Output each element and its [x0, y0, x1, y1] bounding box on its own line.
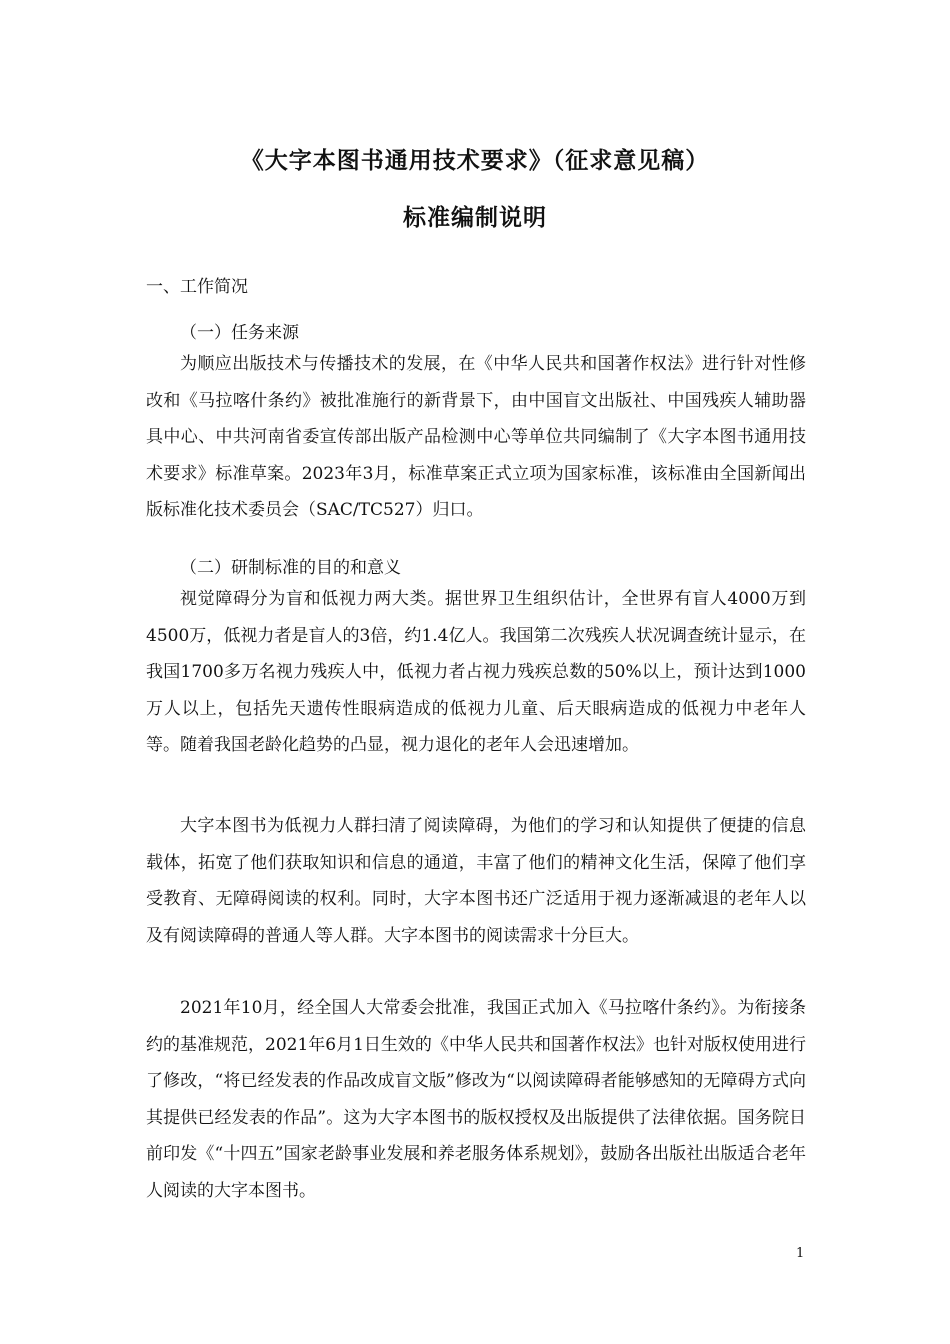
page-number: 1: [796, 1246, 805, 1261]
subsection-heading-task-source: （一）任务来源: [180, 323, 299, 343]
paragraph-visual-impairment: 视觉障碍分为盲和低视力两大类。据世界卫生组织估计，全世界有盲人4000万到4500万，低视力者是盲人的3倍，约1.4亿人。我国第二次残疾人状况调查统计显示，在我国1700多万名视力残疾人中，低视力者占视力残疾总数的50%以上，预计达到1000万人以上，包括先天遗传性眼病造成的低视力儿童、后天眼病造成的低视力中老年人等。随着我国老龄化趋势的凸显，视力退化的老年人会迅速增加。: [146, 589, 806, 755]
paragraph-task-source: 为顺应出版技术与传播技术的发展，在《中华人民共和国著作权法》进行针对性修改和《马拉喀什条约》被批准施行的新背景下，由中国盲文出版社、中国残疾人辅助器具中心、中共河南省委宣传部出版产品检测中心等单位共同编制了《大字本图书通用技术要求》标准草案。2023年3月，标准草案正式立项为国家标准，该标准由全国新闻出版标准化技术委员会（SAC/TC527）归口。: [146, 354, 806, 520]
paragraph-marrakesh-treaty: 2021年10月，经全国人大常委会批准，我国正式加入《马拉喀什条约》。为衔接条约的基准规范，2021年6月1日生效的《中华人民共和国著作权法》也针对版权使用进行了修改，“将已经发表的作品改成盲文版”修改为“以阅读障碍者能够感知的无障碍方式向其提供已经发表的作品”。这为大字本图书的版权授权及出版提供了法律依据。国务院日前印发《“十四五”国家老龄事业发展和养老服务体系规划》，鼓励各出版社出版适合老年人阅读的大字本图书。: [146, 998, 806, 1201]
document-title: 《大字本图书通用技术要求》（征求意见稿）: [240, 148, 710, 174]
document-subtitle: 标准编制说明: [403, 205, 547, 231]
subsection-heading-purpose: （二）研制标准的目的和意义: [180, 558, 401, 578]
paragraph-large-print-benefits: 大字本图书为低视力人群扫清了阅读障碍，为他们的学习和认知提供了便捷的信息载体，拓宽了他们获取知识和信息的通道，丰富了他们的精神文化生活，保障了他们享受教育、无障碍阅读的权利。同时，大字本图书还广泛适用于视力逐渐减退的老年人以及有阅读障碍的普通人等人群。大字本图书的阅读需求十分巨大。: [146, 816, 806, 946]
section-heading-work-overview: 一、工作简况: [146, 277, 248, 297]
